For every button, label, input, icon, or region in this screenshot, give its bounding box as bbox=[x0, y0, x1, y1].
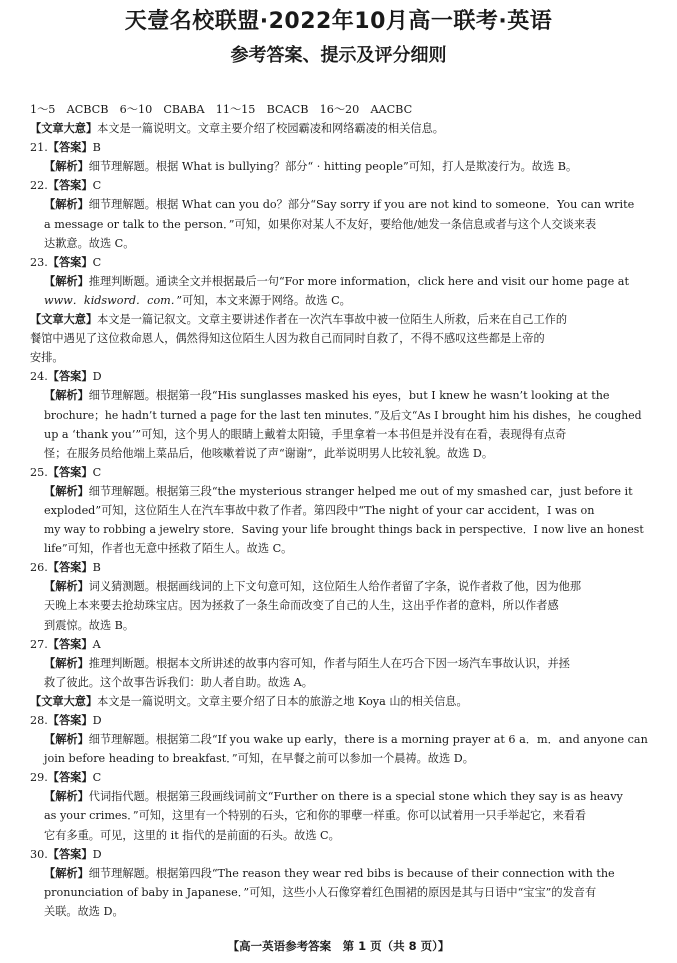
analysis-tag: 【解析】 bbox=[44, 274, 89, 288]
analysis-line: 到震惊。故选 B。 bbox=[44, 618, 135, 632]
q25-answer bbox=[30, 463, 652, 482]
analysis-line bbox=[30, 291, 652, 310]
analysis-text: 细节理解题。根据 What is bullying？部分“ · hitting people”可知，打人是欺凌行为。故选 B。 bbox=[88, 160, 578, 174]
q24-analysis bbox=[30, 386, 652, 405]
q30-analysis bbox=[30, 864, 652, 883]
answer-tag: 【答案】 bbox=[47, 561, 93, 575]
page-footer: 【高一英语参考答案 第 1 页（共 8 页）】 bbox=[227, 939, 450, 953]
analysis-text: ”可知，本文来源于网络。故选 C。 bbox=[176, 293, 351, 307]
answer-tag: 【答案】 bbox=[47, 637, 93, 651]
analysis-line: my way to robbing a jewelry store．Saving your life brought things back in perspective．I now live an honest bbox=[44, 523, 644, 537]
analysis-tag: 【解析】 bbox=[44, 733, 89, 747]
answer-tag: 【答案】 bbox=[47, 714, 93, 727]
analysis-tag: 【解析】 bbox=[44, 389, 89, 403]
analysis-tag: 【解析】 bbox=[44, 580, 89, 594]
analysis-tag: 【解析】 bbox=[44, 656, 89, 670]
answer-tag: 【答案】 bbox=[47, 465, 93, 479]
q24-answer bbox=[30, 367, 652, 386]
q26-answer bbox=[30, 558, 652, 577]
q21-analysis bbox=[30, 157, 652, 176]
q29-answer bbox=[30, 768, 652, 787]
q23-answer bbox=[30, 253, 652, 272]
answer-letter: D bbox=[92, 847, 102, 861]
analysis-tag: 【解析】 bbox=[44, 866, 89, 880]
q28-answer bbox=[30, 711, 652, 730]
summary-tag: 【文章大意】 bbox=[30, 313, 98, 327]
answer-letter: C bbox=[92, 465, 102, 479]
analysis-line: 天晚上本来要去抢劫珠宝店。因为拯救了一条生命而改变了自己的人生，这出乎作者的意料，所以作者感 bbox=[44, 599, 559, 613]
q23-analysis bbox=[30, 272, 652, 291]
answer-tag: 【答案】 bbox=[47, 847, 93, 861]
summary-line: 餐馆中遇见了这位救命恩人，偶然得知这位陌生人因为救自己而同时自救了，不得不感叹这些都是上帝的 bbox=[30, 332, 545, 346]
analysis-text: 推理判断题。根据本文所讲述的故事内容可知，作者与陌生人在巧合下因一场汽车事故认识，并拯 bbox=[88, 656, 570, 670]
analysis-line: a message or talk to the person．”可知，如果你对某人不友好，要给他/她发一条信息或者与这个人交谈来表 bbox=[44, 217, 597, 231]
answer-letter: C bbox=[92, 179, 102, 193]
analysis-line: 它有多重。可见，这里的 it 指代的是前面的石头。故选 C。 bbox=[44, 828, 340, 842]
summary-3 bbox=[30, 692, 652, 711]
answer-letter: D bbox=[92, 370, 102, 384]
analysis-tag: 【解析】 bbox=[44, 198, 89, 212]
answer-tag: 【答案】 bbox=[47, 141, 93, 155]
website-url: www．kidsword．com． bbox=[44, 293, 177, 307]
summary-1 bbox=[30, 119, 652, 138]
summary-text: 本文是一篇说明文。文章主要介绍了日本的旅游之地 Koya 山的相关信息。 bbox=[97, 694, 468, 708]
question-number: 29. bbox=[30, 771, 48, 785]
answer-tag: 【答案】 bbox=[47, 255, 93, 269]
q27-analysis bbox=[30, 654, 652, 673]
question-number: 28. bbox=[30, 714, 48, 727]
summary-line: 安排。 bbox=[30, 351, 64, 365]
q25-analysis bbox=[30, 482, 652, 501]
answer-letter: B bbox=[92, 561, 101, 575]
answer-letter: D bbox=[92, 714, 102, 727]
analysis-text: 细节理解题。根据第三段“the mysterious stranger helped me out of my smashed car，just before it bbox=[88, 484, 633, 498]
analysis-line: 关联。故选 D。 bbox=[44, 904, 124, 918]
analysis-line: 达歉意。故选 C。 bbox=[44, 236, 135, 250]
question-number: 24. bbox=[30, 370, 48, 384]
analysis-text: 细节理解题。根据第二段“If you wake up early，there is a morning prayer at 6 a．m．and anyone can bbox=[88, 733, 648, 747]
answer-key: 1～5 ACBCB 6～10 CBABA 11～15 BCACB 16～20 AACBC bbox=[30, 103, 413, 116]
analysis-tag: 【解析】 bbox=[44, 484, 89, 498]
question-number: 25. bbox=[30, 465, 48, 479]
question-number: 23. bbox=[30, 255, 48, 269]
analysis-tag: 【解析】 bbox=[44, 790, 89, 804]
q26-analysis bbox=[30, 577, 652, 596]
analysis-line: brochure；he hadn’t turned a page for the last ten minutes．”及后文“As I brought him his dishes，he coughed bbox=[44, 408, 642, 422]
answer-tag: 【答案】 bbox=[47, 370, 93, 384]
analysis-line: exploded”可知，这位陌生人在汽车事故中救了作者。第四段中“The night of your car accident，I was on bbox=[44, 503, 595, 517]
q29-analysis bbox=[30, 787, 652, 806]
q22-answer bbox=[30, 176, 652, 195]
analysis-line: 怪；在服务员给他端上菜品后，他咳嗽着说了声“谢谢”，此举说明男人比较礼貌。故选 D。 bbox=[44, 446, 494, 460]
analysis-tag: 【解析】 bbox=[44, 160, 89, 174]
summary-2 bbox=[30, 310, 652, 329]
q22-analysis bbox=[30, 195, 652, 214]
q27-answer bbox=[30, 635, 652, 654]
analysis-line: as your crimes．”可知，这里有一个特别的石头，它和你的罪孽一样重。你可以试着用一只手举起它，来看看 bbox=[44, 809, 587, 823]
q21-answer bbox=[30, 138, 652, 157]
analysis-text: 词义猜测题。根据画线词的上下文句意可知，这位陌生人给作者留了字条，说作者救了他，因为他那 bbox=[88, 580, 582, 594]
answer-letter: A bbox=[92, 637, 101, 651]
answer-tag: 【答案】 bbox=[47, 179, 93, 193]
analysis-text: 细节理解题。根据 What can you do？部分“Say sorry if you are not kind to someone．You can write bbox=[88, 198, 635, 212]
analysis-line: 救了彼此。这个故事告诉我们：助人者自助。故选 A。 bbox=[44, 675, 313, 689]
analysis-text: 细节理解题。根据第四段“The reason they wear red bibs is because of their connection with the bbox=[88, 866, 615, 880]
question-number: 26. bbox=[30, 561, 48, 575]
answer-content bbox=[30, 100, 652, 921]
question-number: 30. bbox=[30, 847, 48, 861]
analysis-line: life”可知，作者也无意中拯救了陌生人。故选 C。 bbox=[44, 542, 293, 556]
page-title: 天壹名校联盟·2022年10月高一联考·英语 bbox=[124, 9, 553, 34]
q30-answer bbox=[30, 845, 652, 864]
analysis-text: 细节理解题。根据第一段“His sunglasses masked his eyes，but I knew he wasn’t looking at the bbox=[88, 389, 610, 403]
summary-tag: 【文章大意】 bbox=[30, 694, 98, 708]
answer-tag: 【答案】 bbox=[47, 771, 93, 785]
answer-letter: B bbox=[92, 141, 101, 155]
question-number: 22. bbox=[30, 179, 48, 193]
summary-tag: 【文章大意】 bbox=[30, 122, 98, 136]
summary-text: 本文是一篇记叙文。文章主要讲述作者在一次汽车事故中被一位陌生人所救，后来在自己工作的 bbox=[97, 313, 568, 327]
analysis-text: 推理判断题。通读全文并根据最后一句“For more information，click here and visit our home page at bbox=[88, 274, 629, 288]
question-number: 27. bbox=[30, 637, 48, 651]
q28-analysis bbox=[30, 730, 652, 749]
summary-text: 本文是一篇说明文。文章主要介绍了校园霸凌和网络霸凌的相关信息。 bbox=[97, 122, 444, 136]
analysis-line: up a ‘thank you’”可知，这个男人的眼睛上戴着太阳镜，手里拿着一本书但是并没有在看，表现得有点奇 bbox=[44, 427, 567, 441]
answer-letter: C bbox=[92, 255, 102, 269]
question-number: 21. bbox=[30, 141, 48, 155]
page-subtitle: 参考答案、提示及评分细则 bbox=[230, 45, 447, 66]
analysis-line: pronunciation of baby in Japanese．”可知，这些小人石像穿着红色围裙的原因是其与日语中“宝宝”的发音有 bbox=[44, 885, 597, 899]
analysis-text: 代词指代题。根据第三段画线词前文“Further on there is a special stone which they say is as heavy bbox=[88, 790, 623, 804]
answer-letter: C bbox=[92, 771, 102, 785]
analysis-line: join before heading to breakfast．”可知，在早餐之前可以参加一个晨祷。故选 D。 bbox=[44, 752, 474, 766]
